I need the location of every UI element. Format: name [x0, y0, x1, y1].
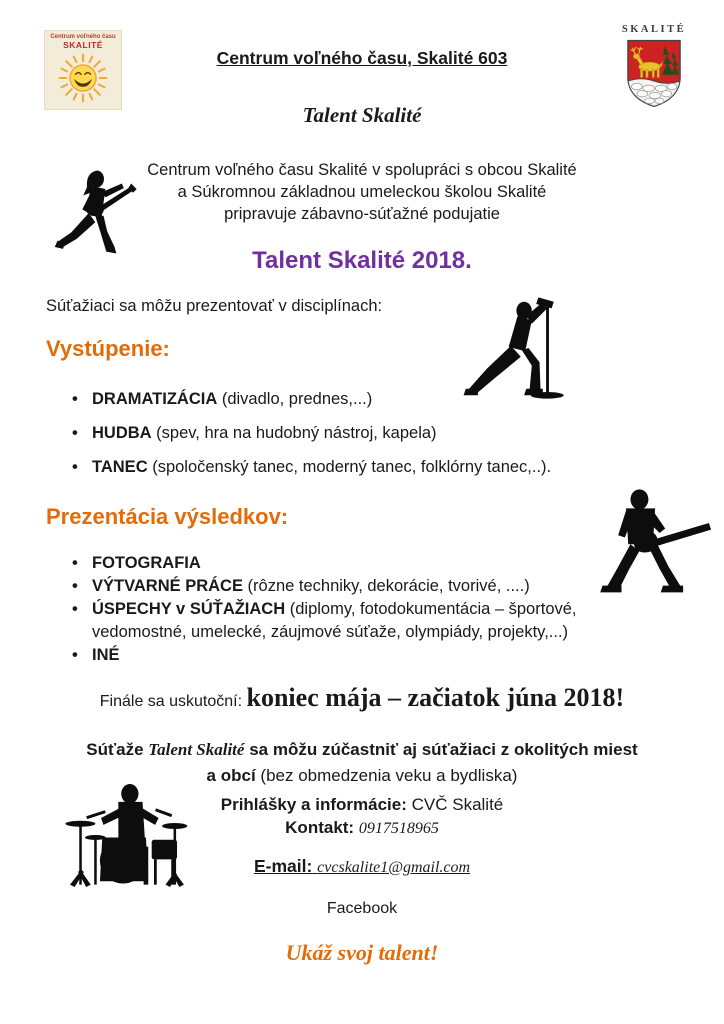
contact-email-line: [0, 856, 724, 877]
disciplines-intro: Súťažiaci sa môžu prezentovať v disciplínach:: [46, 297, 383, 315]
contact-phone-label: Kontakt:: [285, 818, 355, 837]
contact-phone-value: 0917518965: [358, 820, 439, 837]
cvc-sun-logo: [44, 30, 122, 110]
performance-list: [46, 388, 621, 490]
singer-with-mic-stand-silhouette: [460, 293, 586, 403]
logo-text-line1: Centrum voľného času: [50, 34, 116, 40]
crest-shield-icon: [622, 37, 686, 109]
finale-date: koniec mája – začiatok júna 2018!: [246, 683, 625, 712]
event-title: Talent Skalité 2018.: [252, 247, 472, 274]
page-title: Centrum voľného času, Skalité 603: [216, 48, 508, 68]
contact-info-value: CVČ Skalité: [411, 795, 504, 814]
results-list: [46, 552, 621, 667]
section-heading-performance: Vystúpenie:: [46, 336, 170, 361]
list-item: • TANEC (spoločenský tanec, moderný tanec, folklórny tanec,..).: [46, 456, 621, 479]
logo-text-line2: SKALITÉ: [63, 40, 103, 50]
finale-label: Finále sa uskutoční:: [99, 693, 243, 710]
list-item: • DRAMATIZÁCIA (divadlo, prednes,...): [46, 388, 621, 411]
section-heading-results: Prezentácia výsledkov:: [46, 504, 289, 529]
list-item: • INÉ: [46, 644, 621, 667]
eligibility-line-2: a obcí (bez obmedzenia veku a bydliska): [206, 766, 518, 785]
email-label: E-mail:: [253, 856, 313, 876]
intro-line-2: a Súkromnou základnou umeleckou školou Skalité: [177, 183, 547, 201]
contact-info-label: Prihlášky a informácie:: [220, 795, 407, 814]
list-item: • ÚSPECHY v SÚŤAŽIACH (diplomy, fotodokumentácia – športové, vedomostné, umelecké, záujmové súťaže, olympiády, projekty,...): [46, 598, 621, 644]
list-item: • HUDBA (spev, hra na hudobný nástroj, kapela): [46, 422, 621, 445]
event-subtitle: Talent Skalité: [302, 103, 422, 127]
crest-label: SKALITÉ: [621, 24, 687, 35]
email-link[interactable]: cvcskalite1@gmail.com: [317, 859, 471, 876]
intro-line-1: Centrum voľného času Skalité v spolupráci s obcou Skalité: [147, 161, 577, 179]
skalite-coat-of-arms: [612, 24, 696, 109]
contact-info-line: [0, 795, 724, 815]
finale-line: [0, 683, 724, 713]
slogan: Ukáž svoj talent!: [285, 940, 439, 965]
facebook-label: Facebook: [326, 900, 398, 917]
eligibility-line-1: Súťaže Talent Skalité sa môžu zúčastniť aj súťažiaci z okolitých miest: [86, 740, 638, 759]
list-item: • FOTOGRAFIA: [46, 552, 621, 575]
contact-phone-line: [0, 818, 724, 838]
intro-line-3: pripravuje zábavno-súťažné podujatie: [224, 205, 500, 223]
list-item: • VÝTVARNÉ PRÁCE (rôzne techniky, dekorácie, tvorivé, ....): [46, 575, 621, 598]
intro-paragraph: [0, 159, 724, 225]
